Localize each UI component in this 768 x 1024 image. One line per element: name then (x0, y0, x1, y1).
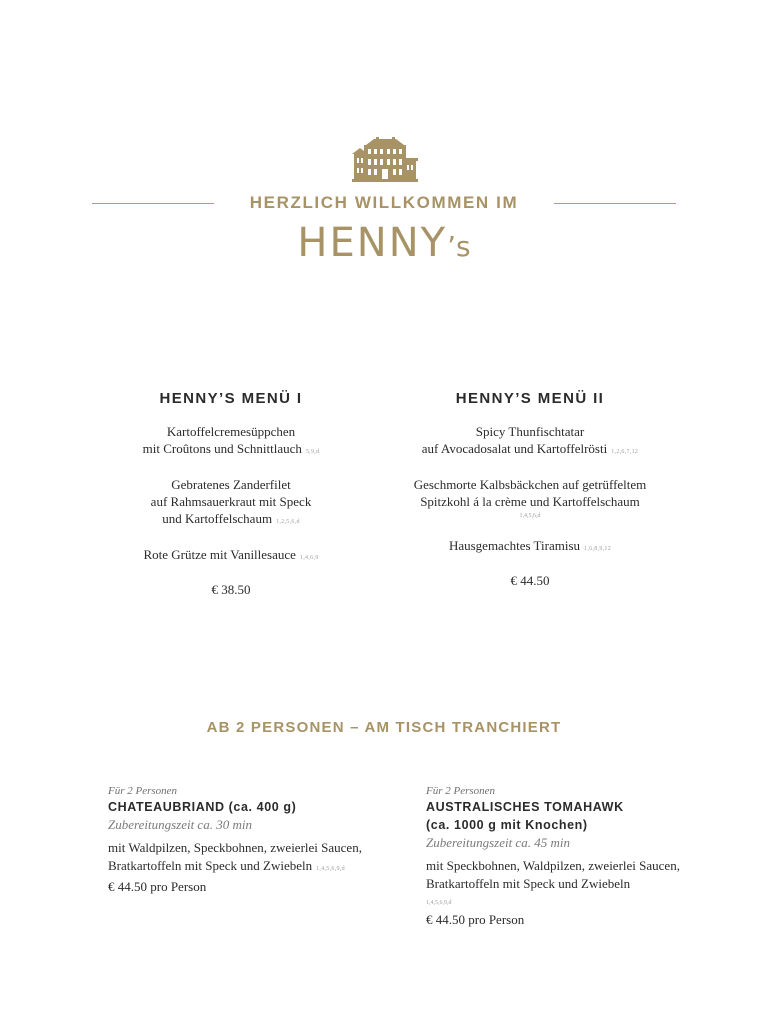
allergen-codes: 1,2,6,7,12 (611, 449, 639, 455)
dish-price: € 44.50 pro Person (108, 879, 207, 894)
brand-wordmark (0, 220, 768, 266)
dish-description (108, 839, 408, 878)
dish-name-detail: (ca. 1000 g mit Knochen) (426, 818, 588, 832)
menu-two-course-2 (375, 476, 685, 522)
allergen-codes: 1,6,8,9,12 (584, 546, 612, 552)
course-line: Rote Grütze mit Vanillesauce 1,4,6,9 (143, 547, 319, 562)
menu-one-course-1 (76, 423, 386, 461)
course-line: Geschmorte Kalbsbäckchen auf getrüffeltem (413, 477, 647, 492)
course-line: Spicy Thunfischtatar (475, 424, 585, 439)
course-line: Spitzkohl á la crème und Kartoffelschaum (420, 494, 640, 509)
menu-one-course-2 (76, 476, 386, 531)
course-line: auf Rahmsauerkraut mit Speck (150, 494, 312, 509)
brand-main: HENNY (297, 220, 448, 266)
course-line: mit Croûtons und Schnittlauch 5,9,d (142, 441, 320, 456)
allergen-codes: 1,4,5,6,9,d (316, 866, 345, 872)
villa-icon (352, 137, 418, 182)
welcome-heading: HERZLICH WILLKOMMEN IM (249, 193, 519, 212)
dish-prep-time: Zubereitungszeit ca. 45 min (426, 835, 570, 850)
desc-line: Bratkartoffeln mit Speck und Zwiebeln (426, 876, 631, 891)
allergen-codes: 5,9,d (305, 449, 320, 455)
course-line: Hausgemachtes Tiramisu 1,6,8,9,12 (448, 538, 612, 553)
menu-two-course-3 (375, 537, 685, 558)
desc-line: mit Waldpilzen, Speckbohnen, zweierlei Saucen, (108, 840, 362, 855)
dish-prep-time: Zubereitungszeit ca. 30 min (108, 817, 252, 832)
dish-persons: Für 2 Personen (108, 785, 178, 797)
menu-one (76, 390, 386, 598)
dish-price: € 44.50 pro Person (426, 912, 525, 927)
allergen-codes: 1,4,5,6,d (519, 513, 541, 519)
allergen-codes: 1,2,5,6,d (276, 519, 300, 525)
menu-two (375, 390, 685, 589)
menu-two-price: € 44.50 (510, 573, 550, 588)
menu-one-course-3 (76, 546, 386, 567)
dish-persons: Für 2 Personen (426, 785, 496, 797)
dish-tomahawk (426, 784, 726, 929)
section-title: AB 2 PERSONEN – AM TISCH TRANCHIERT (206, 719, 562, 736)
dish-description (426, 857, 726, 893)
dish-chateaubriand (108, 784, 408, 896)
course-line: und Kartoffelschaum 1,2,5,6,d (162, 511, 300, 526)
course-line: Gebratenes Zanderfilet (171, 477, 291, 492)
dish-name: AUSTRALISCHES TOMAHAWK (426, 800, 624, 814)
course-line: Kartoffelcremesüppchen (166, 424, 296, 439)
desc-line: Bratkartoffeln mit Speck und Zwiebeln 1,4,5,6,9,d (108, 858, 345, 873)
allergen-codes: 1,4,5,6,9,d (426, 900, 452, 906)
desc-line: mit Speckbohnen, Waldpilzen, zweierlei Saucen, (426, 858, 680, 873)
course-line: auf Avocadosalat und Kartoffelrösti 1,2,6,7,12 (421, 441, 639, 456)
dish-name: CHATEAUBRIAND (ca. 400 g) (108, 800, 297, 814)
menu-one-title: HENNY’S MENÜ I (159, 390, 303, 407)
allergen-codes: 1,4,6,9 (299, 555, 319, 561)
menu-two-course-1 (375, 423, 685, 461)
brand-suffix: ’s (447, 230, 471, 263)
menu-two-title: HENNY’S MENÜ II (455, 390, 605, 407)
menu-one-price: € 38.50 (211, 582, 251, 597)
